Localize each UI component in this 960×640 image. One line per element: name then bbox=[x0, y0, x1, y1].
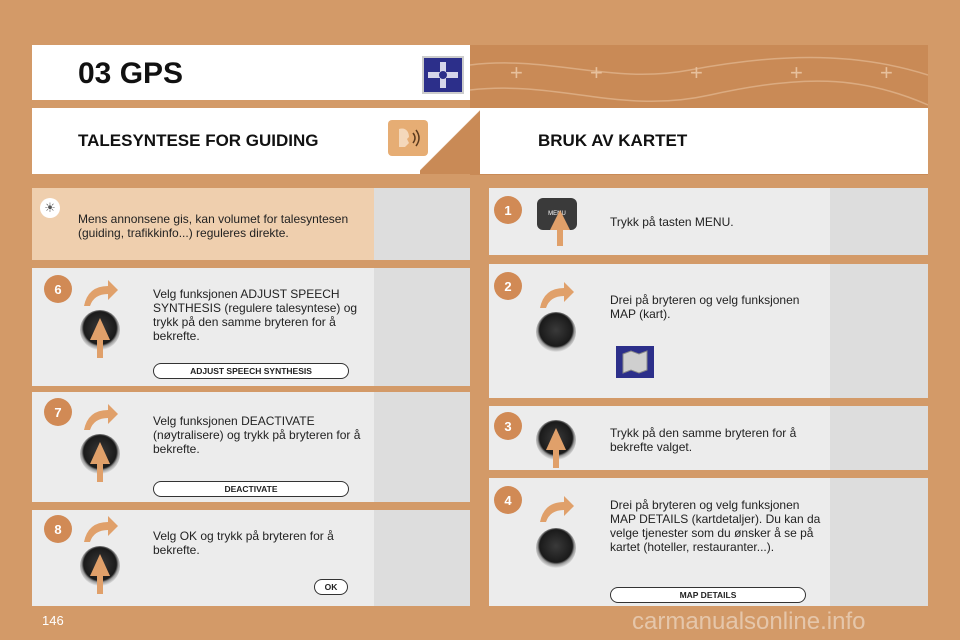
step-4-text: Drei på bryteren og velg funksjonen MAP DETAILS (kartdetaljer). Du kan da velge tjenester som du ønsker å se på kartet (hoteller, restauranter...). bbox=[610, 498, 821, 554]
step-7-badge: 7 bbox=[44, 398, 72, 426]
menu-key-icon: MENU bbox=[537, 198, 577, 230]
svg-text:+: + bbox=[880, 60, 893, 85]
push-arrow-icon bbox=[88, 442, 112, 482]
rotate-arrow-icon bbox=[536, 496, 576, 524]
rotary-knob-icon bbox=[536, 528, 576, 568]
svg-text:+: + bbox=[510, 60, 523, 85]
page-number: 146 bbox=[42, 613, 64, 628]
step-8-badge: 8 bbox=[44, 515, 72, 543]
svg-text:+: + bbox=[690, 60, 703, 85]
svg-text:+: + bbox=[590, 60, 603, 85]
rotary-knob-icon bbox=[536, 312, 576, 352]
adjust-speech-synthesis-label: ADJUST SPEECH SYNTHESIS bbox=[153, 363, 349, 379]
step-3-console-image bbox=[830, 406, 928, 470]
step-7-text: Velg funksjonen DEACTIVATE (nøytralisere) og trykk på bryteren for å bekrefte. bbox=[153, 414, 361, 456]
rotate-arrow-icon bbox=[80, 404, 120, 432]
step-1-console-image bbox=[830, 188, 928, 255]
section-header-diagonal bbox=[420, 108, 480, 174]
push-arrow-icon bbox=[88, 554, 112, 594]
rotate-arrow-icon bbox=[536, 282, 576, 310]
gps-crossroads-icon bbox=[422, 56, 464, 94]
map-icon bbox=[616, 346, 654, 378]
svg-text:+: + bbox=[790, 60, 803, 85]
watermark: carmanualsonline.info bbox=[632, 608, 866, 635]
chapter-title: 03 GPS bbox=[78, 57, 184, 90]
step-1-badge: 1 bbox=[494, 196, 522, 224]
voice-synthesis-icon bbox=[388, 120, 428, 156]
ok-label: OK bbox=[314, 579, 348, 595]
step-6-console-image bbox=[374, 268, 470, 386]
rotate-arrow-icon bbox=[80, 516, 120, 544]
map-details-label: MAP DETAILS bbox=[610, 587, 806, 603]
push-arrow-icon bbox=[548, 210, 572, 246]
lightbulb-icon: ☀ bbox=[40, 198, 60, 218]
step-2-badge: 2 bbox=[494, 272, 522, 300]
step-4-console-image bbox=[830, 478, 928, 606]
step-6-text: Velg funksjonen ADJUST SPEECH SYNTHESIS (regulere talesyntese) og trykk på den samme bryteren for å bekrefte. bbox=[153, 287, 358, 343]
tip-text: Mens annonsene gis, kan volumet for talesyntesen (guiding, trafikkinfo...) reguleres direkte. bbox=[78, 212, 349, 240]
step-2-console-image bbox=[830, 264, 928, 398]
step-3-badge: 3 bbox=[494, 412, 522, 440]
tip-console-image bbox=[374, 188, 470, 260]
push-arrow-icon bbox=[88, 318, 112, 358]
step-6-badge: 6 bbox=[44, 275, 72, 303]
deactivate-label: DEACTIVATE bbox=[153, 481, 349, 497]
step-7-console-image bbox=[374, 392, 470, 502]
push-arrow-icon bbox=[544, 428, 568, 468]
step-1-text: Trykk på tasten MENU. bbox=[610, 215, 734, 229]
left-section-title: TALESYNTESE FOR GUIDING bbox=[78, 131, 319, 150]
step-4-badge: 4 bbox=[494, 486, 522, 514]
step-8-console-image bbox=[374, 510, 470, 606]
right-section-title: BRUK AV KARTET bbox=[538, 131, 688, 150]
step-3-text: Trykk på den samme bryteren for å bekrefte valget. bbox=[610, 426, 797, 454]
rotate-arrow-icon bbox=[80, 280, 120, 308]
step-8-text: Velg OK og trykk på bryteren for å bekrefte. bbox=[153, 529, 334, 557]
step-2-text: Drei på bryteren og velg funksjonen MAP (kart). bbox=[610, 293, 800, 321]
